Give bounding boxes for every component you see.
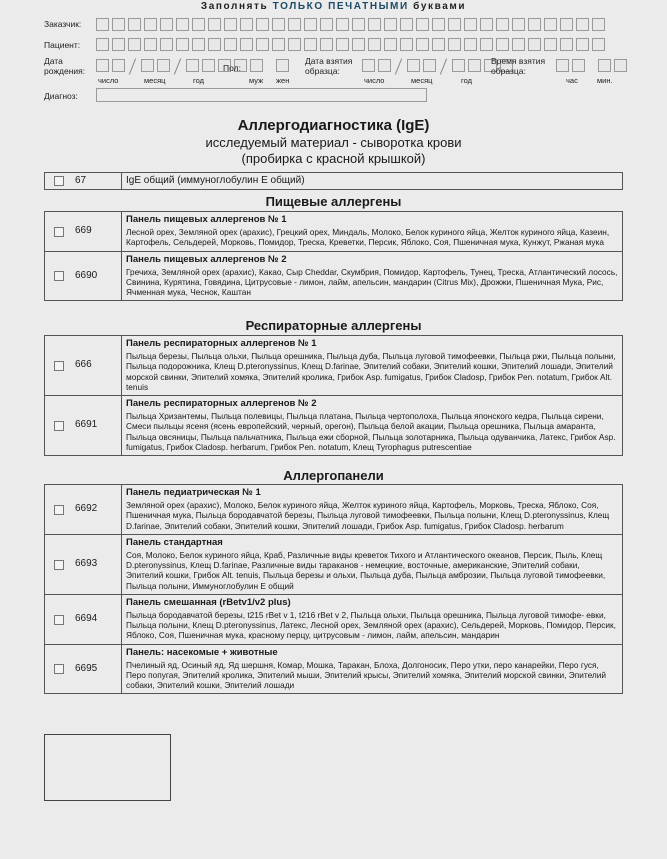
panel-description: Соя, Молоко, Белок куриного яйца, Краб, Различные виды креветок Тихого и Атлантического океанов, Персик, Пыль, Клещ D.pteronyssinus, Клещ D.farinae, Различные виды тараканов - немецкие, восточные, американские, Эпителий собаки, Эпителий кошки, Грибок Alt. tenuis, Пыльца березы и ольхи, Пыльца дуба, Пыльца амброзии, Пыльца луговой тимофеевки, Пыльца полыни, Иммуноглобулин Е общий (126, 550, 606, 591)
panel-name: Панель педиатрическая № 1 (126, 487, 261, 498)
char-box[interactable] (144, 18, 157, 31)
char-box[interactable] (592, 18, 605, 31)
char-box[interactable] (496, 18, 509, 31)
diagnosis-label: Диагноз: (44, 91, 78, 101)
form-subtitle-material: исследуемый материал - сыворотка крови (205, 135, 462, 150)
sex-male-checkbox[interactable] (250, 59, 263, 72)
char-box[interactable] (320, 38, 333, 51)
checkbox[interactable] (54, 176, 64, 186)
char-box[interactable] (208, 38, 221, 51)
section-title-respiratory: Респираторные аллергены (245, 318, 422, 333)
checkbox[interactable] (54, 271, 64, 281)
char-box[interactable] (112, 38, 125, 51)
patient-field[interactable] (96, 38, 605, 51)
char-box[interactable] (544, 38, 557, 51)
panel-code: 6692 (73, 485, 122, 535)
char-box[interactable] (320, 18, 333, 31)
birth-year-label: год (193, 76, 204, 85)
char-box[interactable] (176, 18, 189, 31)
char-box[interactable] (128, 18, 141, 31)
total-ige-row[interactable] (45, 173, 623, 190)
char-box[interactable] (480, 38, 493, 51)
char-box[interactable] (352, 38, 365, 51)
panel-code: 6691 (73, 396, 122, 456)
char-box[interactable] (400, 18, 413, 31)
char-box[interactable] (128, 38, 141, 51)
panel-row[interactable] (45, 644, 623, 694)
char-box[interactable] (432, 38, 445, 51)
respiratory-allergens-table (44, 335, 623, 456)
char-box[interactable] (448, 38, 461, 51)
char-box[interactable] (224, 38, 237, 51)
checkbox[interactable] (54, 664, 64, 674)
diagnosis-input[interactable] (96, 88, 427, 102)
panel-description: Гречиха, Земляной орех (арахис), Какао, Сыр Cheddar, Скумбрия, Помидор, Картофель, Тунец, Треска, Атлантический лосось, Свинина, Курятина, Говядина, Цитрусовые - лимон, лайм, апельсин, мандарин (Citrus Mix), Дрожжи, Пшеничная Мука, Рис, Ячменная мука, Чеснок, Каштан (126, 266, 618, 298)
checkbox[interactable] (54, 361, 64, 371)
char-box[interactable] (416, 38, 429, 51)
char-box[interactable] (464, 38, 477, 51)
char-box[interactable] (544, 18, 557, 31)
char-box[interactable] (512, 18, 525, 31)
char-box[interactable] (416, 18, 429, 31)
panel-description: Пыльца березы, Пыльца ольхи, Пыльца орешника, Пыльца дуба, Пыльца луговой тимофеевки, Пыльца ржи, Пыльца полыни, Пыльца подорожника, Клещ D.pteronyssinus, Клещ D.farinae, Эпителий собаки, Эпителий кошки, Эпителий лошади, Эпителий морской свинки, Эпителий хомяка, Эпителий кролика, Грибок Asp. fumigatus, Грибок Cladosp, Грибок Pen. notatum, Грибок Alt. tenuis (126, 351, 616, 392)
char-box[interactable] (496, 38, 509, 51)
char-box[interactable] (272, 38, 285, 51)
sample-time-field[interactable] (556, 59, 627, 72)
char-box[interactable] (144, 38, 157, 51)
panel-code: 666 (73, 336, 122, 396)
char-box[interactable] (176, 38, 189, 51)
panel-name: Панель пищевых аллергенов № 2 (126, 253, 287, 265)
char-box[interactable] (112, 18, 125, 31)
char-box[interactable] (448, 18, 461, 31)
char-box[interactable] (336, 18, 349, 31)
char-box[interactable] (368, 18, 381, 31)
char-box[interactable] (576, 38, 589, 51)
panel-row[interactable] (45, 594, 623, 644)
sample-day-label: число (364, 76, 385, 85)
panel-row[interactable] (45, 212, 623, 252)
birth-day-label: число (98, 76, 119, 85)
female-label: жен (276, 76, 290, 85)
food-allergens-table (44, 211, 623, 301)
char-box[interactable] (464, 18, 477, 31)
char-box[interactable] (560, 38, 573, 51)
char-box[interactable] (528, 38, 541, 51)
minute-label: мин. (597, 76, 613, 85)
panel-row[interactable] (45, 251, 623, 301)
test-code: 67 (73, 173, 122, 190)
char-box[interactable] (96, 38, 109, 51)
section-title-panels: Аллергопанели (283, 468, 384, 483)
char-box[interactable] (192, 18, 205, 31)
char-box[interactable] (368, 38, 381, 51)
panel-code: 669 (73, 212, 122, 252)
form-subtitle-tube: (пробирка с красной крышкой) (241, 151, 426, 166)
char-box[interactable] (528, 18, 541, 31)
panel-row[interactable] (45, 485, 623, 535)
checkbox[interactable] (54, 615, 64, 625)
sample-year-label: год (461, 76, 472, 85)
char-box[interactable] (256, 18, 269, 31)
char-box[interactable] (352, 18, 365, 31)
char-box[interactable] (240, 18, 253, 31)
char-box[interactable] (288, 18, 301, 31)
panel-row[interactable] (45, 534, 623, 594)
char-box[interactable] (160, 38, 173, 51)
sex-label: Пол: (223, 63, 241, 73)
char-box[interactable] (512, 38, 525, 51)
panel-description: Пыльца бородавчатой березы, t215 rBet v 1, t216 rBet v 2, Пыльца ольхи, Пыльца орешника, Пыльца луговой тимофе- евки, Пыльца полыни, Клещ D.pteronyssinus, Латекс, Лесной орех, Земляной орех (арахис), Сельдерей, Морковь, Помидор, Персик, Яблоко, Соя, Пшеничная мука, красному перцу, цитрусовым - лимон, лайм, апельсин, мандарин (126, 610, 616, 641)
panel-description: Пчелиный яд, Осиный яд, Яд шершня, Комар, Мошка, Таракан, Блоха, Долгоносик, Перо утки, перо канарейки, Перо гуся, Перо попугая, Эпителий кролика, Эпителий мыши, Эпителий крысы, Эпителий хомяка, Эпителий морской свинки, Эпителий собаки, Эпителий кошки, Эпителий лошади (126, 659, 607, 691)
char-box[interactable] (240, 38, 253, 51)
panel-name: Панель респираторных аллергенов № 1 (126, 338, 317, 349)
instruction-note: Заполнять ТОЛЬКО ПЕЧАТНЫМИ буквами (200, 1, 467, 12)
panel-name: Панель стандартная (126, 536, 223, 548)
hour-label: час (566, 76, 578, 85)
customer-field[interactable] (96, 18, 605, 31)
char-box[interactable] (432, 18, 445, 31)
panel-row[interactable] (45, 396, 623, 456)
char-box[interactable] (288, 38, 301, 51)
panel-code: 6690 (73, 251, 122, 301)
panel-description: Земляной орех (арахис), Молоко, Белок куриного яйца, Желток куриного яйца, Картофель, Морковь, Треска, Яблоко, Соя, Пшеничная мука, Пыльца бородавчатой березы, Пыльца луговой тимофеевки, Пыльца полыни, Клещ D.pteronyssinus, Клещ D.farinae, Эпителий собаки, Эпителий кошки, Эпителий лошади, Грибок Asp. fumigatus, Грибок Cladosp. herbarum (126, 500, 610, 531)
char-box[interactable] (592, 38, 605, 51)
panel-name: Панель смешанная (rBetv1/v2 plus) (126, 596, 291, 608)
char-box[interactable] (480, 18, 493, 31)
sample-month-label: месяц (411, 76, 433, 85)
panel-code: 6695 (73, 644, 122, 694)
panel-code: 6694 (73, 594, 122, 644)
panel-name: Панель респираторных аллергенов № 2 (126, 398, 317, 410)
char-box[interactable] (384, 18, 397, 31)
sex-female-checkbox[interactable] (276, 59, 289, 72)
sample-time-label: Время взятия образца: (491, 56, 546, 76)
char-box[interactable] (192, 38, 205, 51)
stamp-box (44, 734, 171, 801)
panel-row[interactable] (45, 336, 623, 396)
char-box[interactable] (336, 38, 349, 51)
birth-month-label: месяц (144, 76, 166, 85)
panel-description: Лесной орех, Земляной орех (арахис), Грецкий орех, Миндаль, Молоко, Белок куриного яйца, Желток куриного яйца, Казеин, Картофель, Сельдерей, Морковь, Помидор, Треска, Креветки, Персик, Яблоко, Соя, Пшеничная мука, Кунжут, Ржаная мука (126, 227, 610, 248)
panel-description: Пыльца Хризантемы, Пыльца полевицы, Пыльца платана, Пыльца чертополоха, Пыльца японского кедра, Пыльца сирени, Смеси пыльцы ясеня (ясень европейский, черный, орегон), Пыльца белой акации, Пыльца орешника, Пыльца амаранта, Пыльца овсяницы, Пыльца пальчатника, Пыльца ежи сборной, Пыльца золотарника, Пыльца одуванчика, Латекс, Грибок Asp. fumigatus, Грибок Cladosp. herbarum, Грибок Pen. notatum, Клещ Tyrophagus putrescentiae (126, 411, 616, 452)
checkbox[interactable] (54, 421, 64, 431)
male-label: муж (249, 76, 264, 85)
panel-name: Панель: насекомые + животные (126, 646, 278, 658)
test-name: IgE общий (иммуноглобулин Е общий) (122, 173, 623, 190)
allergy-panels-table (44, 484, 623, 694)
char-box[interactable] (256, 38, 269, 51)
checkbox[interactable] (54, 505, 64, 515)
char-box[interactable] (304, 18, 317, 31)
sample-date-label: Дата взятия образца: (305, 56, 353, 76)
patient-label: Пациент: (44, 40, 81, 50)
section-title-food: Пищевые аллергены (265, 194, 402, 209)
char-box[interactable] (576, 18, 589, 31)
customer-label: Заказчик: (44, 19, 82, 29)
char-box[interactable] (400, 38, 413, 51)
form-title: Аллергодиагностика (IgE) (237, 117, 430, 134)
panel-name: Панель пищевых аллергенов № 1 (126, 214, 287, 225)
checkbox[interactable] (54, 560, 64, 570)
checkbox[interactable] (54, 227, 64, 237)
char-box[interactable] (384, 38, 397, 51)
char-box[interactable] (272, 18, 285, 31)
char-box[interactable] (96, 18, 109, 31)
panel-code: 6693 (73, 534, 122, 594)
birth-date-label: Дата рождения: (44, 56, 86, 76)
char-box[interactable] (304, 38, 317, 51)
char-box[interactable] (224, 18, 237, 31)
char-box[interactable] (208, 18, 221, 31)
total-ige-table (44, 172, 623, 190)
char-box[interactable] (560, 18, 573, 31)
char-box[interactable] (160, 18, 173, 31)
